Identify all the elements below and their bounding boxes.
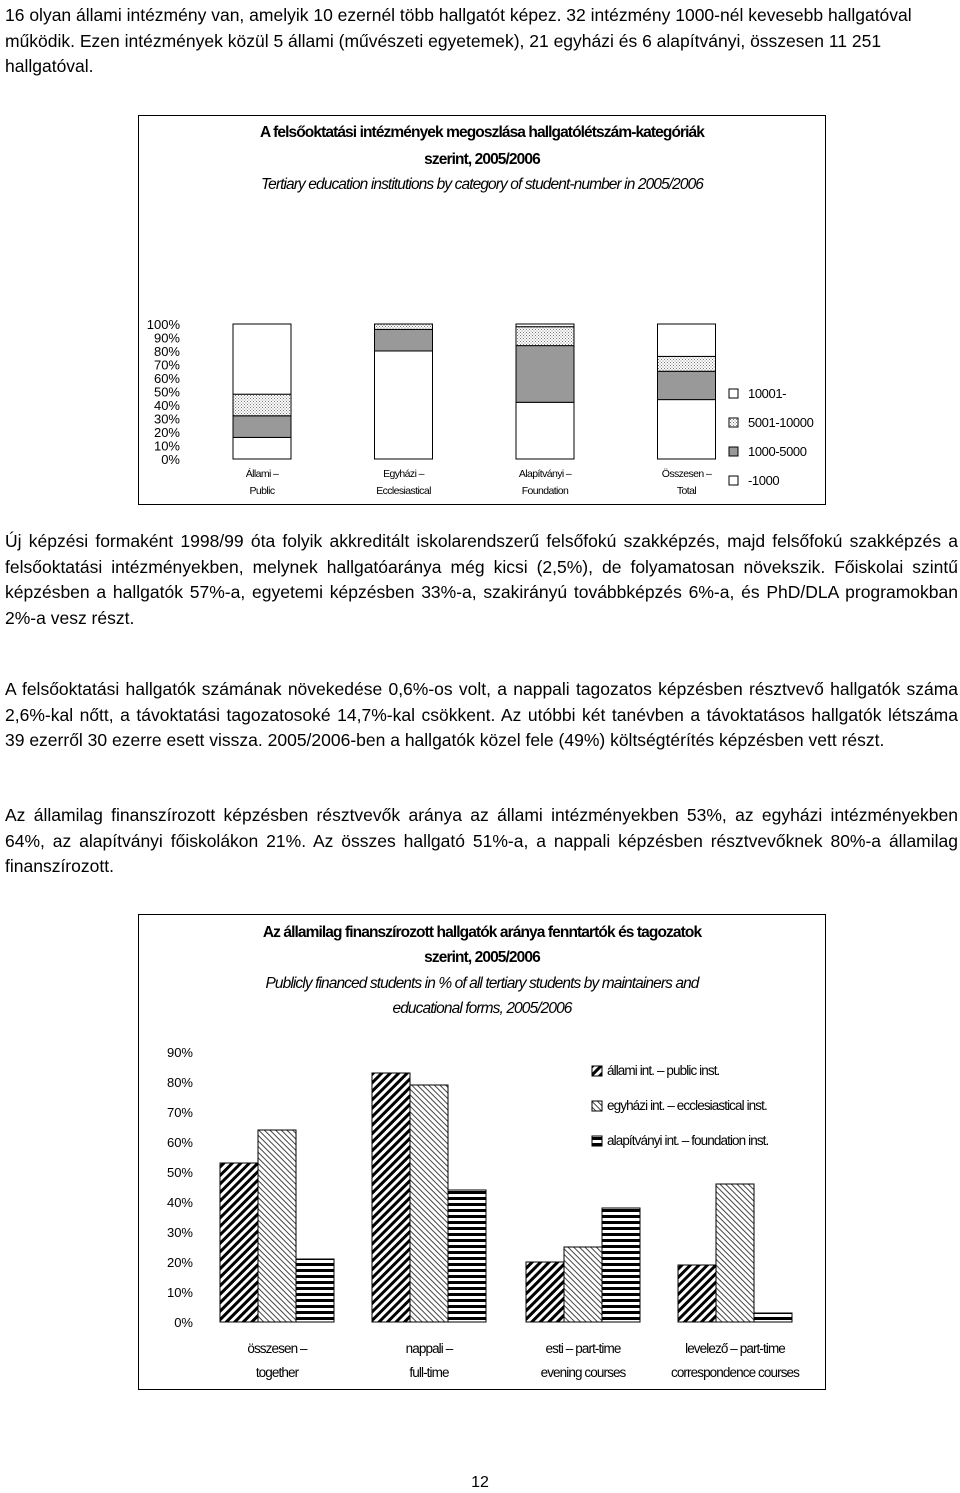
page-number: 12 bbox=[471, 1474, 489, 1491]
chart2-category-label: levelező – part-time bbox=[685, 1341, 785, 1356]
vocational-paragraph: Új képzési formaként 1998/99 óta folyik akkreditált iskolarendszerű felsőfokú szakképzés, majd felsőfokú szakképzés a felsőoktatási intézményekben, melynek hallgatóaránya még kicsi (2,5%), de folyamatosan növekszik. Főiskolai szintű képzésben a hallgatók 57%-a, egyetemi képzésben 33%-a, szakirányú továbbképzés 6%-a, és PhD/DLA programokban 2%-a vesz részt. bbox=[5, 531, 958, 628]
chart2-category-label: together bbox=[255, 1365, 299, 1380]
chart2-legend-swatch bbox=[592, 1066, 602, 1076]
chart2-bar bbox=[754, 1313, 792, 1322]
chart1-category-label: Total bbox=[676, 485, 697, 497]
intro-paragraph: 16 olyan állami intézmény van, amelyik 10 ezernél több hallgatót képez. 32 intézmény 1000-nél kevesebb hallgatóval működik. Ezen intézmények közül 5 állami (művészeti egyetemek), 21 egyházi és 6 alapítványi, összesen 11 251 hallgatóval. bbox=[5, 5, 912, 77]
chart1-ytick-label: 80% bbox=[153, 344, 180, 359]
chart2-legend-label: egyházi int. – ecclesiastical inst. bbox=[607, 1098, 767, 1113]
chart2-ytick-label: 80% bbox=[166, 1075, 193, 1090]
chart1-subtitle: Tertiary education institutions by category of student-number in 2005/2006 bbox=[260, 176, 704, 193]
chart1-title-line2: szerint, 2005/2006 bbox=[424, 151, 540, 168]
chart1-bar-segment bbox=[375, 351, 433, 459]
chart1-title-line1: A felsőoktatási intézmények megoszlása hallgatólétszám-kategóriák bbox=[260, 124, 704, 141]
chart2-category-label: nappali – bbox=[405, 1341, 453, 1356]
chart2-legend-label: állami int. – public inst. bbox=[607, 1063, 720, 1078]
chart1-bar-segment bbox=[658, 356, 716, 371]
chart1-bar-segment bbox=[233, 324, 291, 394]
chart1-ytick-label: 90% bbox=[153, 330, 180, 346]
chart1-category-label: Foundation bbox=[521, 485, 569, 497]
chart2-category-label: esti – part-time bbox=[545, 1341, 621, 1356]
chart2-ytick-label: 10% bbox=[166, 1285, 193, 1300]
financing-paragraph: Az államilag finanszírozott képzésben résztvevők aránya az állami intézményekben 53%, az egyházi intézményekben 64%, az alapítványi főiskolákon 21%. Az összes hallgató 51%-a, a nappali képzésben résztvevőknek 80%-a államilag finanszírozott. bbox=[5, 805, 958, 877]
chart2-subtitle-line1: Publicly financed students in % of all tertiary students by maintainers and bbox=[265, 975, 699, 992]
growth-paragraph: A felsőoktatási hallgatók számának növekedése 0,6%-os volt, a nappali tagozatos képzésben résztvevő hallgatók száma 2,6%-kal nőtt, a távoktatási tagozatosoké 14,7%-kal csökkent. Az utóbbi két tanévben a távoktatásos hallgatók létszáma 39 ezerről 30 ezerre esett vissza. 2005/2006-ben a hallgatók közel fele (49%) költségtérítés képzésben vett részt. bbox=[5, 679, 958, 751]
chart1-bar-segment bbox=[516, 324, 574, 327]
chart1-category-label: Összesen – bbox=[661, 468, 712, 480]
chart2-ytick-label: 0% bbox=[174, 1315, 193, 1330]
chart2-ytick-label: 50% bbox=[166, 1165, 193, 1180]
chart1-ytick-label: 60% bbox=[153, 371, 180, 386]
chart2-ytick-label: 90% bbox=[166, 1045, 193, 1060]
chart2-legend-swatch bbox=[592, 1136, 602, 1146]
chart1-bar-segment bbox=[516, 346, 574, 403]
chart1-bar-segment bbox=[375, 329, 433, 351]
chart1-bar-segment bbox=[658, 400, 716, 459]
chart2-bar bbox=[526, 1262, 564, 1322]
chart1-ytick-label: 10% bbox=[153, 438, 180, 454]
chart1-bar-segment bbox=[516, 327, 574, 346]
chart2-bar bbox=[296, 1259, 334, 1322]
chart2-legend-label: alapítványi int. – foundation inst. bbox=[607, 1133, 769, 1148]
chart1-bar-segment bbox=[516, 402, 574, 459]
chart1-category-label: Egyházi – bbox=[383, 468, 424, 480]
chart-publicly-financed bbox=[138, 914, 826, 1390]
chart2-bar bbox=[564, 1247, 602, 1322]
chart2-ytick-label: 30% bbox=[166, 1225, 193, 1240]
chart2-bar bbox=[372, 1073, 410, 1322]
chart2-bar bbox=[258, 1130, 296, 1322]
chart1-legend-swatch bbox=[729, 476, 738, 485]
chart1-ytick-label: 100% bbox=[146, 317, 180, 332]
chart1-legend-swatch bbox=[729, 418, 738, 427]
chart-institution-distribution bbox=[138, 115, 826, 505]
chart1-legend-label: 10001- bbox=[748, 386, 787, 401]
chart2-category-label: correspondence courses bbox=[670, 1365, 800, 1380]
chart1-plot bbox=[139, 116, 825, 504]
chart2-bar bbox=[410, 1085, 448, 1322]
chart2-legend-swatch bbox=[592, 1101, 602, 1111]
chart1-legend-label: 5001-10000 bbox=[748, 415, 814, 430]
chart2-bar bbox=[220, 1163, 258, 1322]
chart1-ytick-label: 20% bbox=[153, 425, 180, 440]
chart2-title-line2: szerint, 2005/2006 bbox=[424, 949, 540, 966]
chart2-ytick-label: 70% bbox=[166, 1105, 193, 1120]
chart2-bar bbox=[602, 1208, 640, 1322]
chart1-legend-swatch bbox=[729, 389, 738, 398]
chart1-legend-label: -1000 bbox=[748, 473, 780, 488]
chart1-category-label: Public bbox=[249, 485, 275, 497]
chart1-legend-label: 1000-5000 bbox=[748, 444, 807, 459]
chart2-bar bbox=[716, 1184, 754, 1322]
chart1-bar-segment bbox=[375, 324, 433, 329]
chart2-subtitle-line2: educational forms, 2005/2006 bbox=[392, 1000, 572, 1017]
chart1-ytick-label: 30% bbox=[153, 411, 180, 427]
chart1-category-label: Ecclesiastical bbox=[376, 485, 431, 497]
chart1-bar-segment bbox=[233, 394, 291, 416]
chart1-category-label: Alapítványi – bbox=[518, 468, 572, 480]
chart1-ytick-label: 70% bbox=[153, 357, 180, 373]
chart1-bar-segment bbox=[658, 324, 716, 356]
chart1-category-label: Állami – bbox=[245, 468, 279, 480]
chart1-legend-swatch bbox=[729, 447, 738, 456]
chart2-plot bbox=[139, 915, 825, 1389]
chart2-bar bbox=[448, 1190, 486, 1322]
chart1-ytick-label: 0% bbox=[161, 452, 180, 467]
chart1-ytick-label: 50% bbox=[153, 384, 180, 400]
chart1-bar-segment bbox=[658, 371, 716, 399]
chart1-ytick-label: 40% bbox=[153, 398, 180, 413]
chart1-bar-segment bbox=[233, 416, 291, 438]
chart2-title-line1: Az államilag finanszírozott hallgatók aránya fenntartók és tagozatok bbox=[262, 924, 702, 941]
chart2-ytick-label: 40% bbox=[166, 1195, 193, 1210]
chart1-bar-segment bbox=[233, 437, 291, 459]
chart2-ytick-label: 20% bbox=[166, 1255, 193, 1270]
chart2-category-label: full-time bbox=[409, 1365, 449, 1380]
chart2-ytick-label: 60% bbox=[166, 1135, 193, 1150]
chart2-category-label: összesen – bbox=[247, 1341, 307, 1356]
chart2-bar bbox=[678, 1265, 716, 1322]
chart2-category-label: evening courses bbox=[540, 1365, 626, 1380]
